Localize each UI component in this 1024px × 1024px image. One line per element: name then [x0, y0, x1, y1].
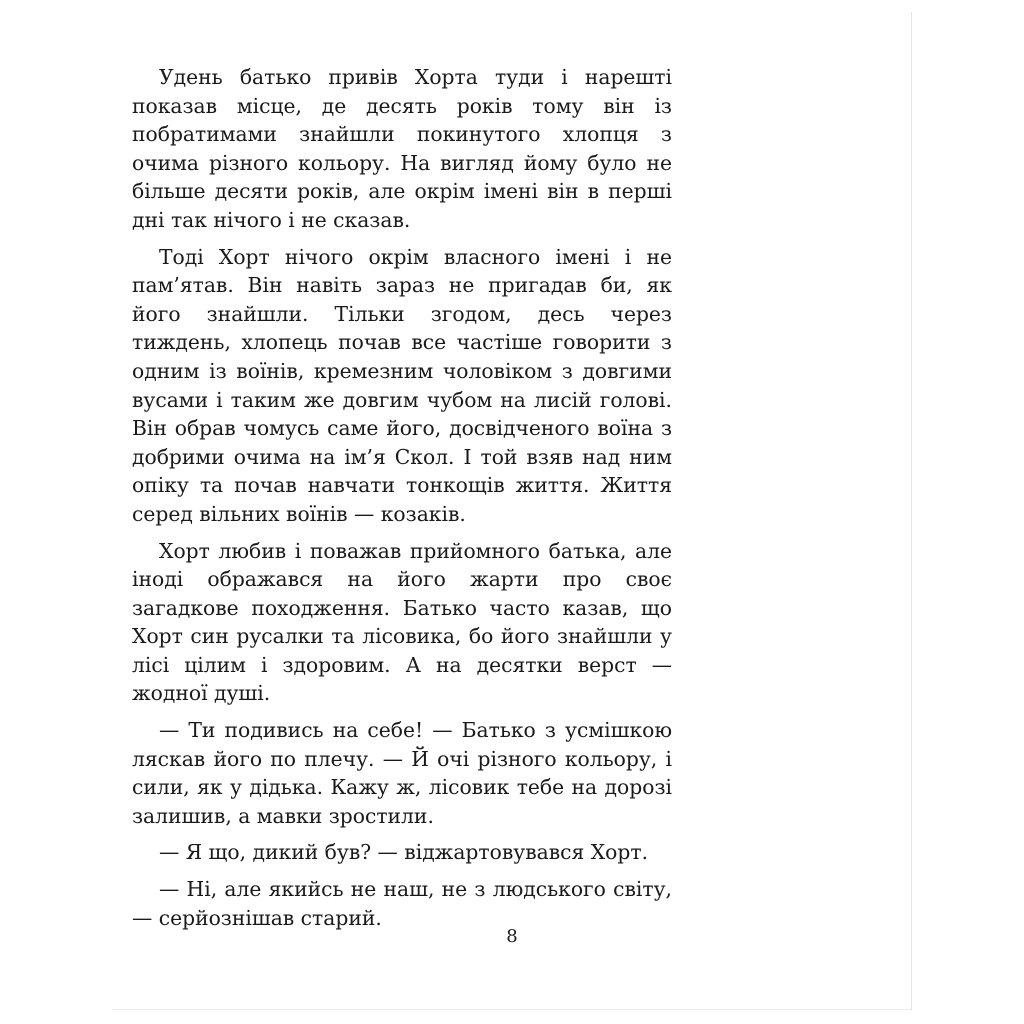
dialogue-paragraph: — Я що, дикий був? — віджартовувався Хорт. [159, 840, 649, 865]
dialogue-paragraph: — Ні, але якийсь не наш, не з людського світу, — серйознішав старий. [132, 877, 672, 930]
page-number: 8 [506, 926, 518, 947]
body-text [132, 63, 672, 940]
paragraph: Удень батько привів Хорта туди і нарешті показав місце, де десять років тому він із побратимами знайшли покинутого хлопця з очима різного кольору. На вигляд йому було не більше десяти років, але окрім імені він в перші дні так нічого і не сказав. [132, 65, 672, 232]
paragraph: Тоді Хорт нічого окрім власного імені і не пам’ятав. Він навіть зараз не пригадав би, як його знайшли. Тільки згодом, десь через тиждень, хлопець почав все частіше говорити з одним із воїнів, кремезним чоловіком з довгими вусами і таким же довгим чубом на лисій голові. Він обрав чомусь саме його, досвідченого воїна з добрими очима на ім’я Скол. І той взяв над ним опіку та почав навчати тонкощів життя. Життя серед вільних воїнів — козаків. [132, 244, 672, 526]
paragraph: Хорт любив і поважав прийомного батька, але іноді ображався на його жарти про своє загадкове походження. Батько часто казав, що Хорт син русалки та лісовика, бо його знайшли у лісі цілим і здоровим. А на десятки верст — жодної душі. [132, 538, 672, 706]
dialogue-paragraph: — Ти подивись на себе! — Батько з усмішкою ляскав його по плечу. — Й очі різного кольору, і сили, як у дідька. Кажу ж, лісовик тебе на дорозі залишив, а мавки зростили. [132, 718, 672, 828]
